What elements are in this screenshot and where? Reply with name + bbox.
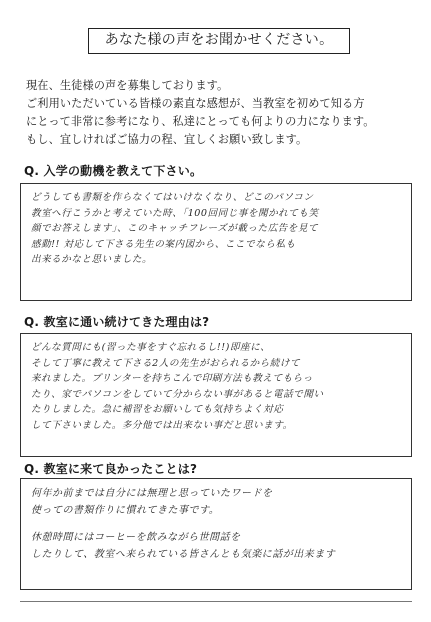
answer-line: 感動!! 対応して下さる先生の案内図から、ここでなら私も [31,238,296,250]
answer-line: たり、家でパソコンをしていて分からない事があると電話で聞い [31,388,324,400]
answer-1-box [20,183,412,301]
answer-line: して下さいました。多分他では出来ない事だと思います。 [31,419,293,431]
answer-line: したりして、教室へ来られている皆さんとも気楽に話が出来ます [31,549,336,560]
answer-line: どうしても書類を作らなくてはいけなくなり、どこのパソコン [31,192,314,203]
answer-line: 何年か前までは自分には無理と思っていたワードを [31,488,273,499]
answer-line: 教室へ行こうかと考えていた時、「100回同じ事を聞かれても笑 [31,207,319,219]
answer-line: 休憩時間にはコーヒーを飲みながら世間話を [31,532,241,543]
intro-line: ご利用いただいている皆様の素直な感想が、当教室を初めて知る方 [26,97,365,110]
answer-line: そして丁寧に教えて下さる2人の先生がおられるから続けて [31,357,301,369]
survey-title: あなた様の声をお聞かせください。 [88,28,350,54]
intro-line: にとって非常に参考になり、私達にとっても何よりの力になります。 [26,115,375,128]
answer-gap [31,519,405,529]
answer-line: どんな質問にも(習った事をすぐ忘れるし!!)即座に、 [31,342,271,353]
answer-line: たりしました。急に補習をお願いしても気持ちよく対応 [31,404,284,415]
intro-line: もし、宜しければご協力の程、宜しくお願い致します。 [26,133,308,146]
answer-line: 来れました。プリンターを持ちこんで印刷方法も教えてもらっ [31,373,313,384]
intro-text [26,77,421,149]
bottom-divider [20,601,412,602]
answer-line: 出来るかなと思いました。 [31,254,153,265]
answer-3-box [20,478,412,590]
answer-2-box [20,333,412,457]
question-2-label: Q. 教室に通い続けてきた理由は? [24,315,210,329]
answer-line: 顔でお答えします」、このキャッチフレーズが載った広告を見て [31,223,319,234]
intro-line: 現在、生徒様の声を募集しております。 [26,79,229,92]
question-3-label: Q. 教室に来て良かったことは? [24,462,198,476]
question-1-label: Q. 入学の動機を教えて下さい。 [24,164,203,178]
answer-line: 使っての書類作りに慣れてきた事です。 [31,505,220,516]
